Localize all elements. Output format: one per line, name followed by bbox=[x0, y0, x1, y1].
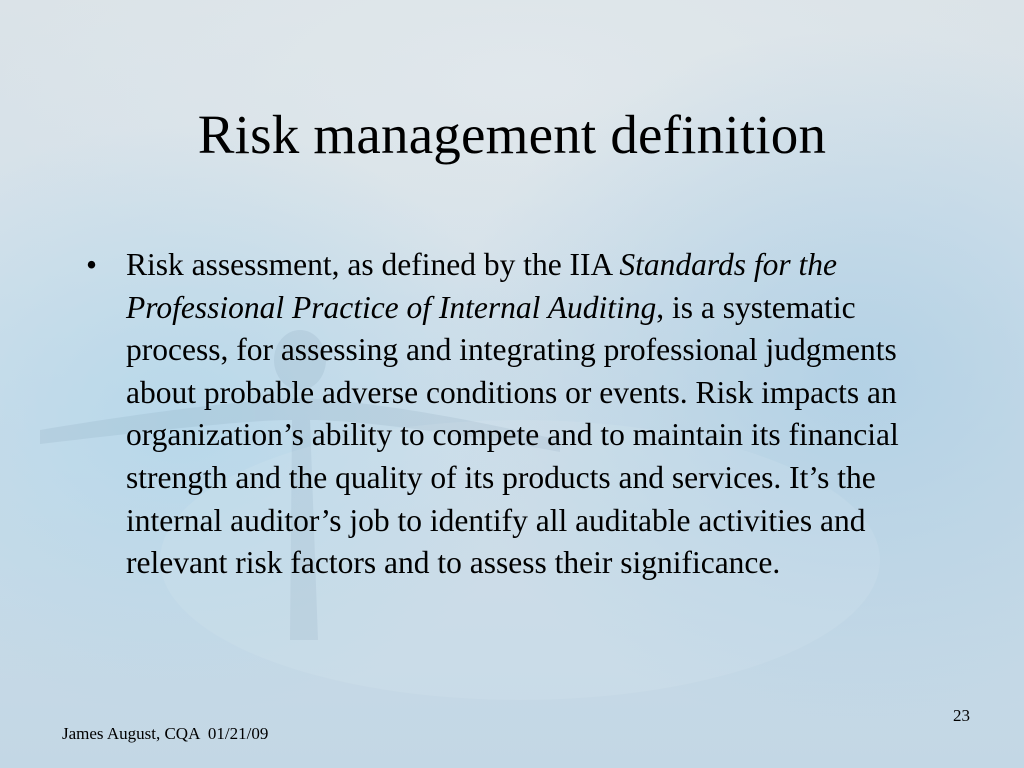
bullet-text-after: , is a systematic process, for assessing and integrating professional judgments about probable adverse conditions or events. Risk impacts an organization’s ability to compete and to maintain its financial strength and the quality of its products and services. It’s the internal auditor’s job to identify all auditable activities and relevant risk factors and to assess their significance. bbox=[126, 289, 899, 581]
bullet-text-italic-standard: Standards for the Professional Practice of Internal Auditing bbox=[126, 247, 838, 325]
slide-number: 23 bbox=[953, 706, 970, 725]
slide-title: Risk management definition bbox=[197, 104, 827, 165]
bullet-marker: • bbox=[86, 247, 98, 282]
slide-body bbox=[86, 244, 956, 585]
bullet-item bbox=[86, 244, 956, 585]
bullet-text-before: Risk assessment, as defined by the IIA bbox=[126, 247, 620, 282]
footer-author-date: James August, CQA 01/21/09 bbox=[62, 724, 269, 743]
